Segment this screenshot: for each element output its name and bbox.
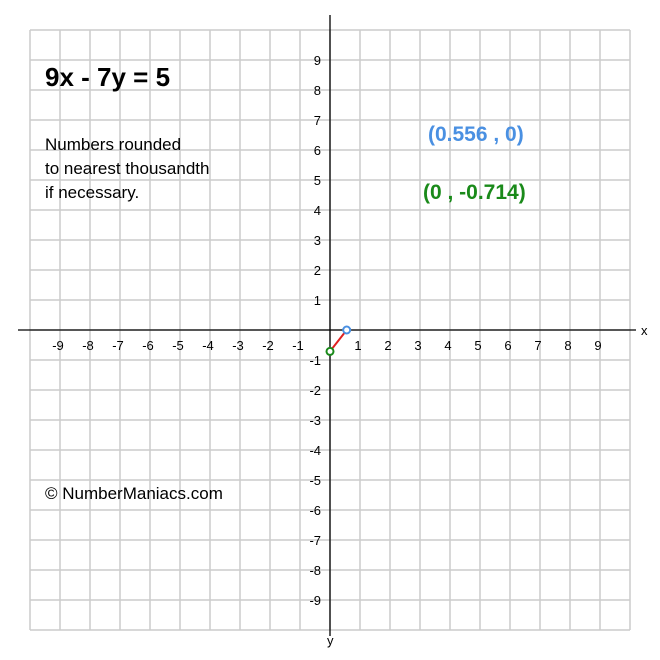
y-tick-label: 2 [313,263,321,278]
x-tick-label: -6 [142,338,154,353]
y-tick-label: 1 [313,293,321,308]
y-tick-label: -3 [309,413,321,428]
x-tick-label: 9 [594,338,602,353]
x-tick-label: -9 [52,338,64,353]
x-tick-label: 3 [414,338,422,353]
x-tick-label: -8 [82,338,94,353]
y-tick-label: -1 [309,353,321,368]
y-tick-label: -6 [309,503,321,518]
axes [18,15,648,648]
note-line: Numbers rounded [45,135,182,154]
y-tick-label: 5 [313,173,321,188]
x-axis-label: x [641,323,648,338]
y-tick-label: -9 [309,593,321,608]
y-tick-label: 4 [313,203,321,218]
x-tick-label: -5 [172,338,184,353]
x-tick-label: 2 [384,338,392,353]
x-tick-label: 6 [504,338,512,353]
intercept-point-marker [327,348,334,355]
x-tick-label: -4 [202,338,214,353]
x-tick-label: 7 [534,338,542,353]
y-tick-label: 9 [313,53,321,68]
intercept-point-marker [343,327,350,334]
x-intercept-label: (0.556 , 0) [428,123,524,146]
y-tick-label: 7 [313,113,321,128]
y-intercept-label: (0 , -0.714) [423,181,526,204]
y-tick-label: 3 [313,233,321,248]
x-tick-label: 1 [354,338,362,353]
y-tick-label: -4 [309,443,321,458]
copyright-notice: © NumberManiacs.com [45,484,223,503]
x-tick-label: 5 [474,338,482,353]
y-tick-label: -2 [309,383,321,398]
x-tick-label: -3 [232,338,244,353]
equation-title: 9x - 7y = 5 [45,62,171,92]
y-tick-label: -7 [309,533,321,548]
y-axis-label: y [327,633,334,648]
y-tick-label: 6 [313,143,321,158]
x-tick-label: 4 [444,338,452,353]
x-tick-label: -2 [262,338,274,353]
x-tick-label: -7 [112,338,124,353]
x-tick-label: -1 [292,338,304,353]
x-tick-label: 8 [564,338,572,353]
note-line: to nearest thousandth [45,159,210,178]
rounding-note [45,133,209,205]
y-tick-label: -8 [309,563,321,578]
y-tick-label: -5 [309,473,321,488]
y-tick-label: 8 [313,83,321,98]
note-line: if necessary. [45,183,140,202]
